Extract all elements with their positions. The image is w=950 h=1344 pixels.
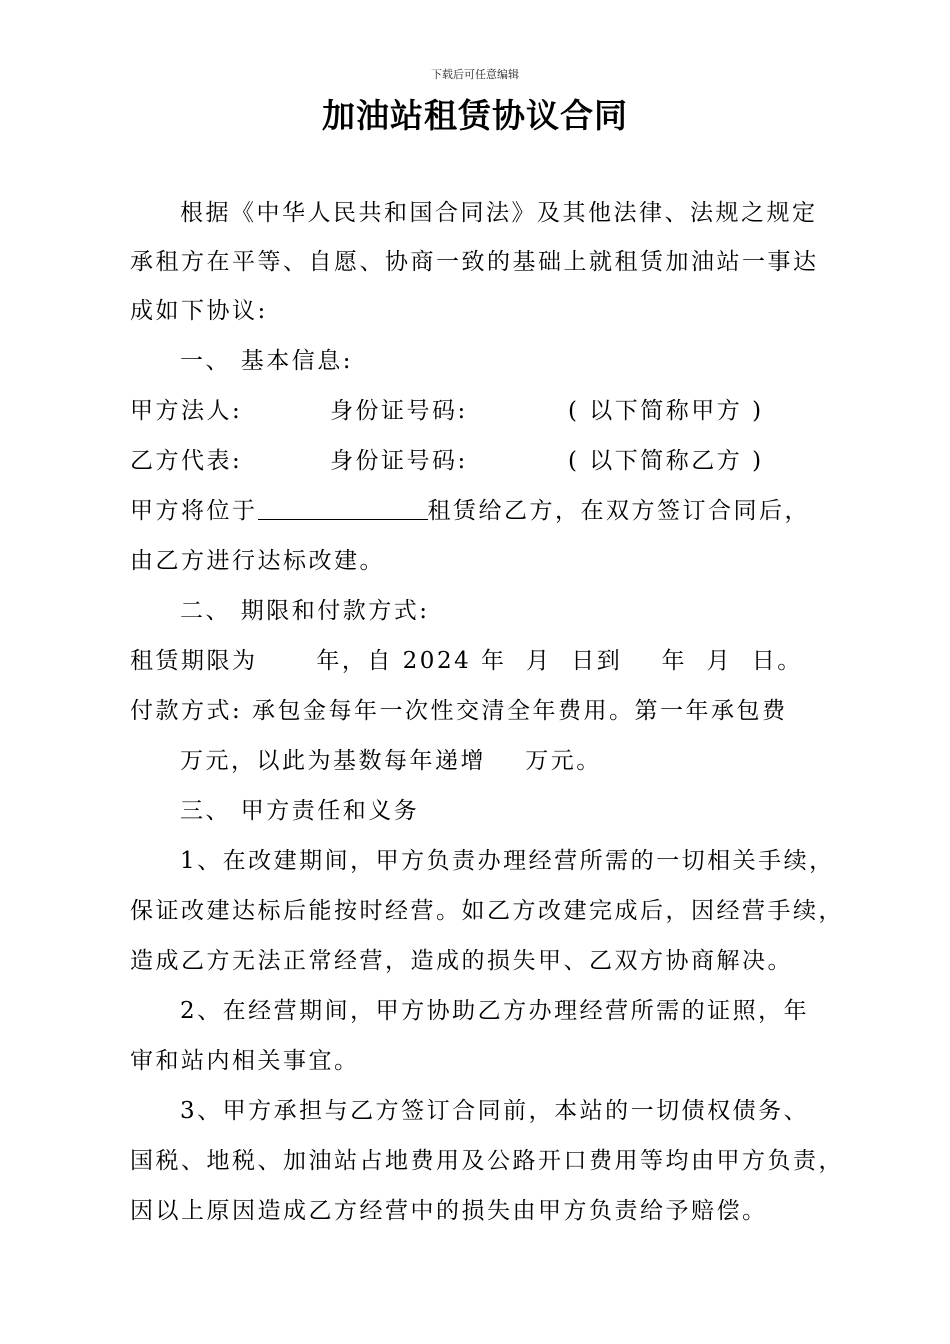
party-a-id-label: 身份证号码: (330, 398, 468, 424)
term-line: 租赁期限为 年，自 2024 年 月 日到 年 月 日。 (130, 648, 803, 674)
item3-line-3: 因以上原因造成乙方经营中的损失由甲方负责给予赔偿。 (130, 1198, 768, 1224)
location-line-2: 由乙方进行达标改建。 (130, 548, 385, 574)
intro-line-3: 成如下协议: (130, 298, 268, 324)
location-suffix: 租赁给乙方，在双方签订合同后， (427, 498, 810, 524)
section3-heading: 三、 甲方责任和义务 (180, 798, 420, 824)
payment-line-2: 万元，以此为基数每年递增 万元。 (180, 748, 602, 774)
item3-line-2: 国税、地税、加油站占地费用及公路开口费用等均由甲方负责， (130, 1148, 844, 1174)
item1-line-2: 保证改建达标后能按时经营。如乙方改建完成后，因经营手续， (130, 898, 844, 924)
payment-line-1: 付款方式: 承包金每年一次性交清全年费用。第一年承包费 (130, 698, 788, 724)
item2-line-1: 2、在经营期间，甲方协助乙方办理经营所需的证照，年 (180, 998, 810, 1024)
item1-line-1: 1、在改建期间，甲方负责办理经营所需的一切相关手续， (180, 848, 835, 874)
intro-line-2: 承租方在平等、自愿、协商一致的基础上就租赁加油站一事达 (130, 249, 819, 275)
header-note: 下载后可任意编辑 (431, 68, 519, 81)
party-b-note: ( 以下简称乙方 ) (568, 448, 764, 474)
party-b-id-label: 身份证号码: (330, 448, 468, 474)
item2-line-2: 审和站内相关事宜。 (130, 1048, 360, 1074)
location-prefix: 甲方将位于 (130, 498, 258, 524)
party-a-label: 甲方法人: (130, 398, 243, 424)
party-a-note: ( 以下简称甲方 ) (568, 398, 764, 424)
section2-heading: 二、 期限和付款方式: (180, 598, 430, 624)
intro-line-1: 根据《中华人民共和国合同法》及其他法律、法规之规定 (180, 200, 818, 226)
party-b-label: 乙方代表: (130, 448, 243, 474)
location-blank (258, 497, 428, 520)
section1-heading: 一、 基本信息: (180, 348, 354, 374)
document-title: 加油站租赁协议合同 (322, 96, 628, 135)
location-line (130, 496, 830, 526)
item1-line-3: 造成乙方无法正常经营，造成的损失甲、乙双方协商解决。 (130, 948, 793, 974)
item3-line-1: 3、甲方承担与乙方签订合同前，本站的一切债权债务、 (180, 1098, 810, 1124)
